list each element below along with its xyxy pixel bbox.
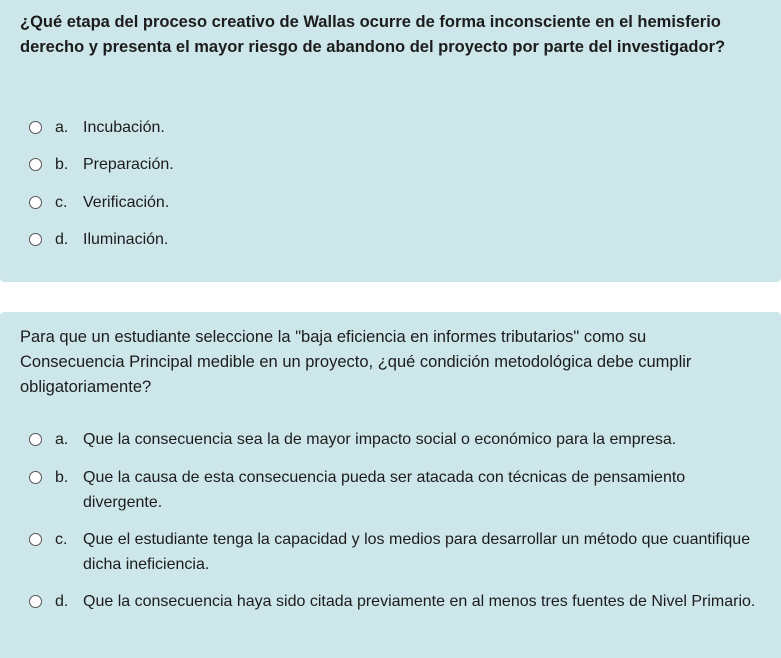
radio-button[interactable] xyxy=(29,595,42,608)
question-text: Para que un estudiante seleccione la "baja eficiencia en informes tributarios" como su Consecuencia Principal medible en un proyecto, ¿qué condición metodológica debe cumplir obligatoriamente? xyxy=(20,328,692,396)
option-letter: a. xyxy=(55,119,69,136)
option-label: Iluminación. xyxy=(83,231,169,248)
option-label: Que el estudiante tenga la capacidad y los medios para desarrollar un método que cuantifique dicha ineficiencia. xyxy=(83,531,751,573)
option-label: Que la consecuencia sea la de mayor impacto social o económico para la empresa. xyxy=(83,431,677,448)
question-card-2 xyxy=(0,312,781,658)
option-letter: d. xyxy=(55,231,69,248)
radio-button[interactable] xyxy=(29,233,42,246)
option-label: Preparación. xyxy=(83,156,174,173)
radio-button[interactable] xyxy=(29,158,42,171)
option-letter: b. xyxy=(55,469,69,486)
option-letter: c. xyxy=(55,531,68,548)
radio-button[interactable] xyxy=(29,196,42,209)
radio-button[interactable] xyxy=(29,121,42,134)
option-letter: c. xyxy=(55,194,68,211)
option-letter: a. xyxy=(55,431,69,448)
option-label: Verificación. xyxy=(83,194,170,211)
radio-button[interactable] xyxy=(29,533,42,546)
option-letter: d. xyxy=(55,593,69,610)
option-label: Que la consecuencia haya sido citada previamente en al menos tres fuentes de Nivel Primario. xyxy=(83,593,756,610)
option-label: Incubación. xyxy=(83,119,165,136)
question-card-1 xyxy=(0,0,781,282)
question-text: ¿Qué etapa del proceso creativo de Wallas ocurre de forma inconsciente en el hemisferio derecho y presenta el mayor riesgo de abandono del proyecto por parte del investigador? xyxy=(20,13,726,56)
radio-button[interactable] xyxy=(29,433,42,446)
radio-button[interactable] xyxy=(29,471,42,484)
option-letter: b. xyxy=(55,156,69,173)
option-label: Que la causa de esta consecuencia pueda ser atacada con técnicas de pensamiento divergente. xyxy=(83,469,686,511)
